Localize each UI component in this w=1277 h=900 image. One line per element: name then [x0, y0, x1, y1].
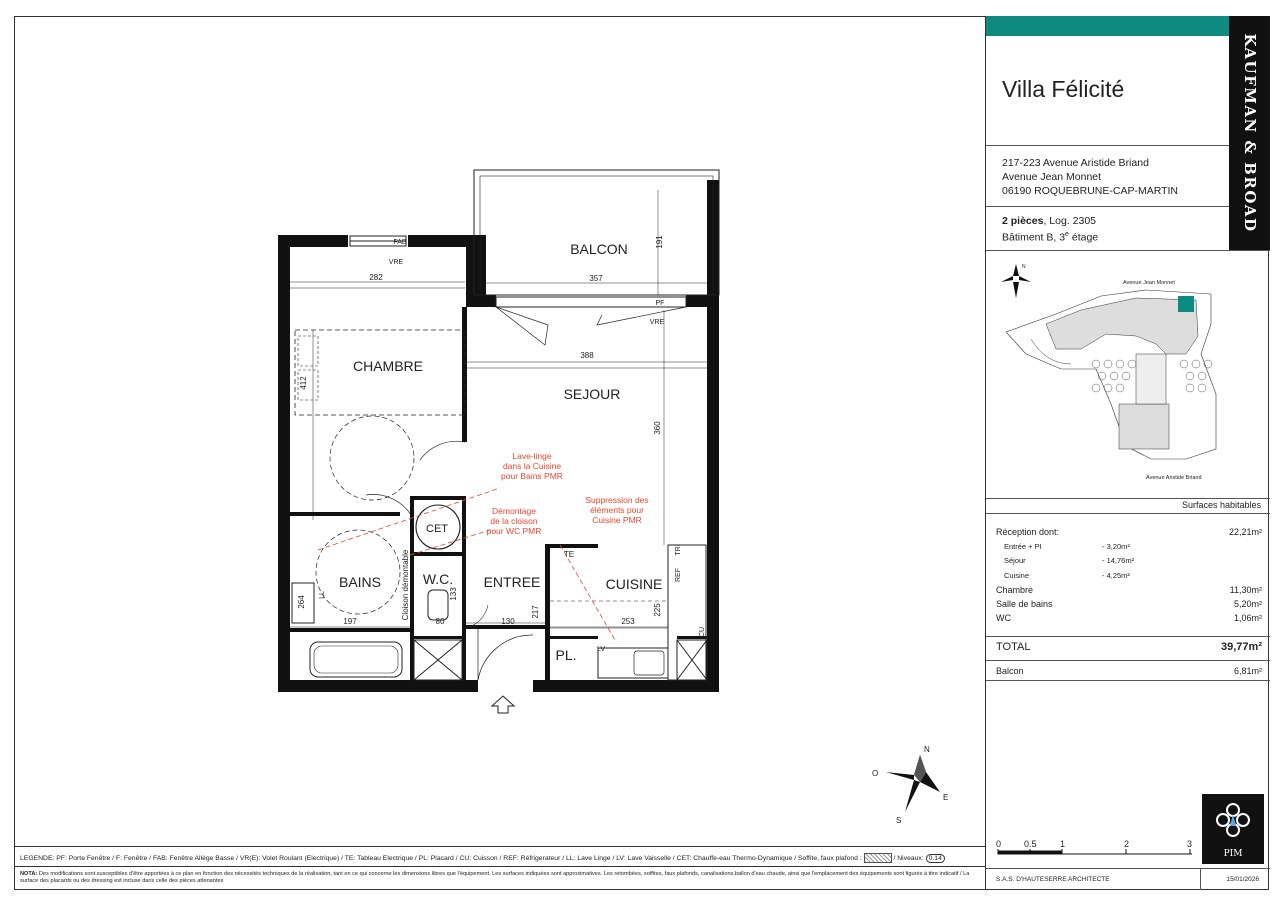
pmr-suppr-1: Suppression des — [585, 495, 649, 505]
surfaces-title: Surfaces habitables — [1181, 500, 1261, 510]
tag-ll: LL — [319, 591, 326, 599]
legend-text: LEGENDE: PF: Porte Fenêtre / F: Fenêtre / FAB: Fenêtre Allège Basse / VR(E): Volet Roulant (Electrique) / TE: Tableau Electrique / PL: Placard / CU: Cuisson / REF: Réfrigerateur / LL: Lave Linge / LV: Lave Vaisselle / CET: Chauffe-eau Thermo-Dynamique / Soffite, faux plafond : — [20, 854, 862, 862]
address-line3: 06190 ROQUEBRUNE-CAP-MARTIN — [1002, 185, 1179, 197]
room-sejour: SEJOUR — [563, 386, 621, 402]
dim-264: 264 — [297, 595, 306, 609]
site-keymap — [986, 254, 1270, 502]
nota-text: Des modifications sont susceptibles d'être apportées à ce plan en fonction des nécessités techniques de la réalisation, tant en ce qui concerne les dimensions libres que l'équipement. Les surfaces indiquées sont approximatives. Les retombées, soffites, faux plafonds, canalisations,ballon d'eau chaude, ainsi que l'emplacement des équipements sont figurés à titre indicatif / La surface des placards ou des dressing est incluse dans celle des pièces attenantes — [20, 871, 970, 884]
bathtub — [310, 642, 402, 677]
dim-80: 80 — [435, 617, 445, 626]
surface-sub-2 — [996, 556, 1262, 569]
scale-1: 1 — [1060, 839, 1066, 849]
surface-sub-2-label: Séjour — [1004, 556, 1026, 565]
dim-412: 412 — [299, 376, 308, 390]
tag-fab: FAB — [393, 239, 407, 246]
compass-o: O — [872, 769, 879, 778]
surface-sub-1-value: - 3,20m² — [1102, 542, 1130, 551]
pmr-lave-2: dans la Cuisine — [502, 461, 562, 471]
tag-pf: PF — [655, 300, 665, 307]
keymap-street-top: Avenue Jean Monnet — [1123, 280, 1175, 286]
surface-balcon-label: Balcon — [996, 666, 1024, 676]
surface-total-value: 39,77m² — [1221, 641, 1262, 653]
tag-cloison: Cloison démontable — [401, 549, 410, 621]
dim-217: 217 — [531, 605, 540, 619]
room-balcon: BALCON — [570, 241, 628, 257]
toilet — [428, 590, 448, 620]
room-bains: BAINS — [338, 574, 382, 590]
surface-sub-1 — [996, 542, 1262, 555]
surface-sub-3 — [996, 571, 1262, 584]
wall-south-right — [533, 680, 719, 692]
brand-name: KAUFMAN & BROAD — [1240, 33, 1259, 233]
dim-191: 191 — [655, 235, 664, 249]
pim-logo — [1202, 794, 1264, 864]
pim-label: PIM — [1223, 849, 1243, 859]
surface-sub-2-value: - 14,76m² — [1102, 556, 1135, 565]
label-cet: CET — [426, 523, 448, 535]
legend-niveau-value: 0.14 — [926, 854, 945, 863]
tag-vre-2: VRE — [649, 319, 665, 326]
surface-bains-value: 5,20m² — [1233, 599, 1262, 609]
surface-wc-value: 1,06m² — [1233, 613, 1262, 623]
wall-north-a — [278, 235, 348, 247]
scale-3: 3 — [1187, 839, 1193, 849]
entrance-door-swing — [478, 635, 533, 680]
surface-reception-value: 22,21m² — [1228, 527, 1262, 537]
wall-south-left — [278, 680, 478, 692]
legend-divider — [14, 846, 985, 847]
wall-chambre-e — [462, 307, 467, 442]
keymap-unit-highlight — [1178, 296, 1194, 312]
surface-balcon — [996, 666, 1262, 679]
surface-chambre — [996, 585, 1262, 598]
keymap-street-bottom: Avenue Aristide Briand — [1146, 475, 1202, 481]
dim-388: 388 — [580, 351, 594, 360]
pmr-suppr-3: Cuisine PMR — [592, 515, 642, 525]
dim-133: 133 — [449, 587, 458, 601]
project-name: Villa Félicité — [1002, 76, 1125, 102]
wall-wc-w — [410, 496, 414, 680]
surface-sub-3-label: Cuisine — [1004, 571, 1030, 580]
footer-architect: S.A.S. D'HAUTESERRE ARCHITECTE — [996, 876, 1110, 883]
room-cuisine: CUISINE — [605, 576, 663, 592]
address — [1002, 156, 1178, 198]
room-wc: W.C. — [422, 571, 454, 587]
surface-reception — [996, 527, 1262, 540]
pf-leaves — [496, 307, 686, 345]
pmr-lave-1: Lave-linge — [512, 451, 552, 461]
pmr-suppr-2: éléments pour — [590, 505, 644, 515]
wall-shaft-a — [414, 636, 464, 639]
surface-total-label: TOTAL — [996, 641, 1031, 653]
unit-lot: , Log. 2305 — [1043, 215, 1096, 227]
dim-360: 360 — [653, 421, 662, 435]
surface-bains — [996, 599, 1262, 612]
wall-pl-n — [550, 636, 598, 639]
entrance-arrow — [492, 696, 514, 713]
compass-n: N — [924, 745, 930, 754]
dim-253: 253 — [621, 617, 635, 626]
compass-s: S — [896, 816, 902, 825]
pmr-cloison-2: de la cloison — [490, 516, 538, 526]
wall-west — [278, 235, 290, 692]
pmr-cloison-1: Démontage — [492, 506, 536, 516]
wall-te — [550, 544, 598, 548]
scale-2: 2 — [1124, 839, 1130, 849]
title-block — [985, 16, 1269, 890]
wall-cet-n — [410, 496, 465, 500]
surface-sub-3-value: - 4,25m² — [1102, 571, 1130, 580]
unit-building: Bâtiment B, 3 — [1002, 231, 1066, 244]
pmr-cloison-3: pour WC PMR — [486, 526, 542, 536]
label-pl: PL. — [555, 647, 577, 663]
accent-bar — [986, 16, 1229, 36]
unit-floor-sup: e — [1065, 231, 1069, 238]
dim-282: 282 — [369, 273, 383, 282]
wall-pf-w — [466, 295, 496, 307]
surface-wc-label: WC — [996, 613, 1011, 623]
room-entree: ENTREE — [483, 574, 541, 590]
kitchen-counter — [598, 648, 668, 678]
tag-tri: TRI — [675, 544, 682, 556]
pmr-circle-chambre — [330, 416, 414, 500]
compass-rose — [872, 745, 948, 825]
compass-e: E — [943, 793, 949, 802]
surface-reception-label: Réception dont: — [996, 527, 1060, 537]
footer-date: 15/01/2026 — [1226, 876, 1259, 883]
legend — [20, 853, 980, 863]
surface-bains-label: Salle de bains — [996, 599, 1053, 609]
tag-cu: CU — [699, 626, 706, 638]
nota — [20, 871, 980, 885]
nota-label: NOTA: — [20, 871, 38, 877]
tag-vre-1: VRE — [388, 259, 404, 266]
pmr-notes — [487, 451, 649, 536]
pim-emblem-icon — [1213, 798, 1253, 842]
wall-pl-e — [545, 544, 550, 680]
soffite-swatch — [864, 853, 892, 863]
room-chambre: CHAMBRE — [352, 358, 424, 374]
legend-niveau: / Niveaux: — [893, 854, 924, 862]
unit-floor-suffix: étage — [1068, 231, 1099, 244]
dim-225: 225 — [653, 603, 662, 617]
unit-info — [1002, 214, 1098, 245]
kitchen-column — [668, 545, 706, 680]
surface-wc — [996, 613, 1262, 626]
pmr-circle-bains — [316, 530, 400, 614]
surface-balcon-value: 6,81m² — [1233, 666, 1262, 676]
address-line1: 217-223 Avenue Aristide Briand — [1002, 157, 1149, 169]
surface-sub-1-label: Entrée + PI — [1004, 542, 1042, 551]
wall-bains-n — [290, 512, 400, 516]
dim-357: 357 — [589, 274, 603, 283]
surface-chambre-value: 11,30m² — [1229, 585, 1262, 595]
keymap-north-arrow — [1001, 264, 1031, 298]
label-te: TE — [563, 550, 575, 559]
dim-197: 197 — [343, 617, 357, 626]
unit-rooms: 2 pièces — [1002, 215, 1044, 227]
surface-chambre-label: Chambre — [996, 585, 1034, 595]
scale-05: 0.5 — [1024, 839, 1037, 849]
address-line2: Avenue Jean Monnet — [1002, 171, 1102, 183]
wall-bath-s — [290, 628, 412, 632]
tag-lv: LV — [596, 646, 606, 653]
dim-130: 130 — [501, 617, 515, 626]
keymap-north: N — [1022, 264, 1026, 270]
wall-wc-e — [462, 496, 466, 680]
scale-0: 0 — [996, 839, 1002, 849]
wall-balcony-w — [466, 235, 486, 295]
surface-total — [996, 641, 1262, 653]
tag-ref: REF — [675, 568, 682, 582]
brand-logo — [1229, 16, 1270, 250]
nota-divider — [14, 866, 985, 867]
pmr-lave-3: pour Bains PMR — [501, 471, 563, 481]
scale-bar — [996, 836, 1196, 866]
